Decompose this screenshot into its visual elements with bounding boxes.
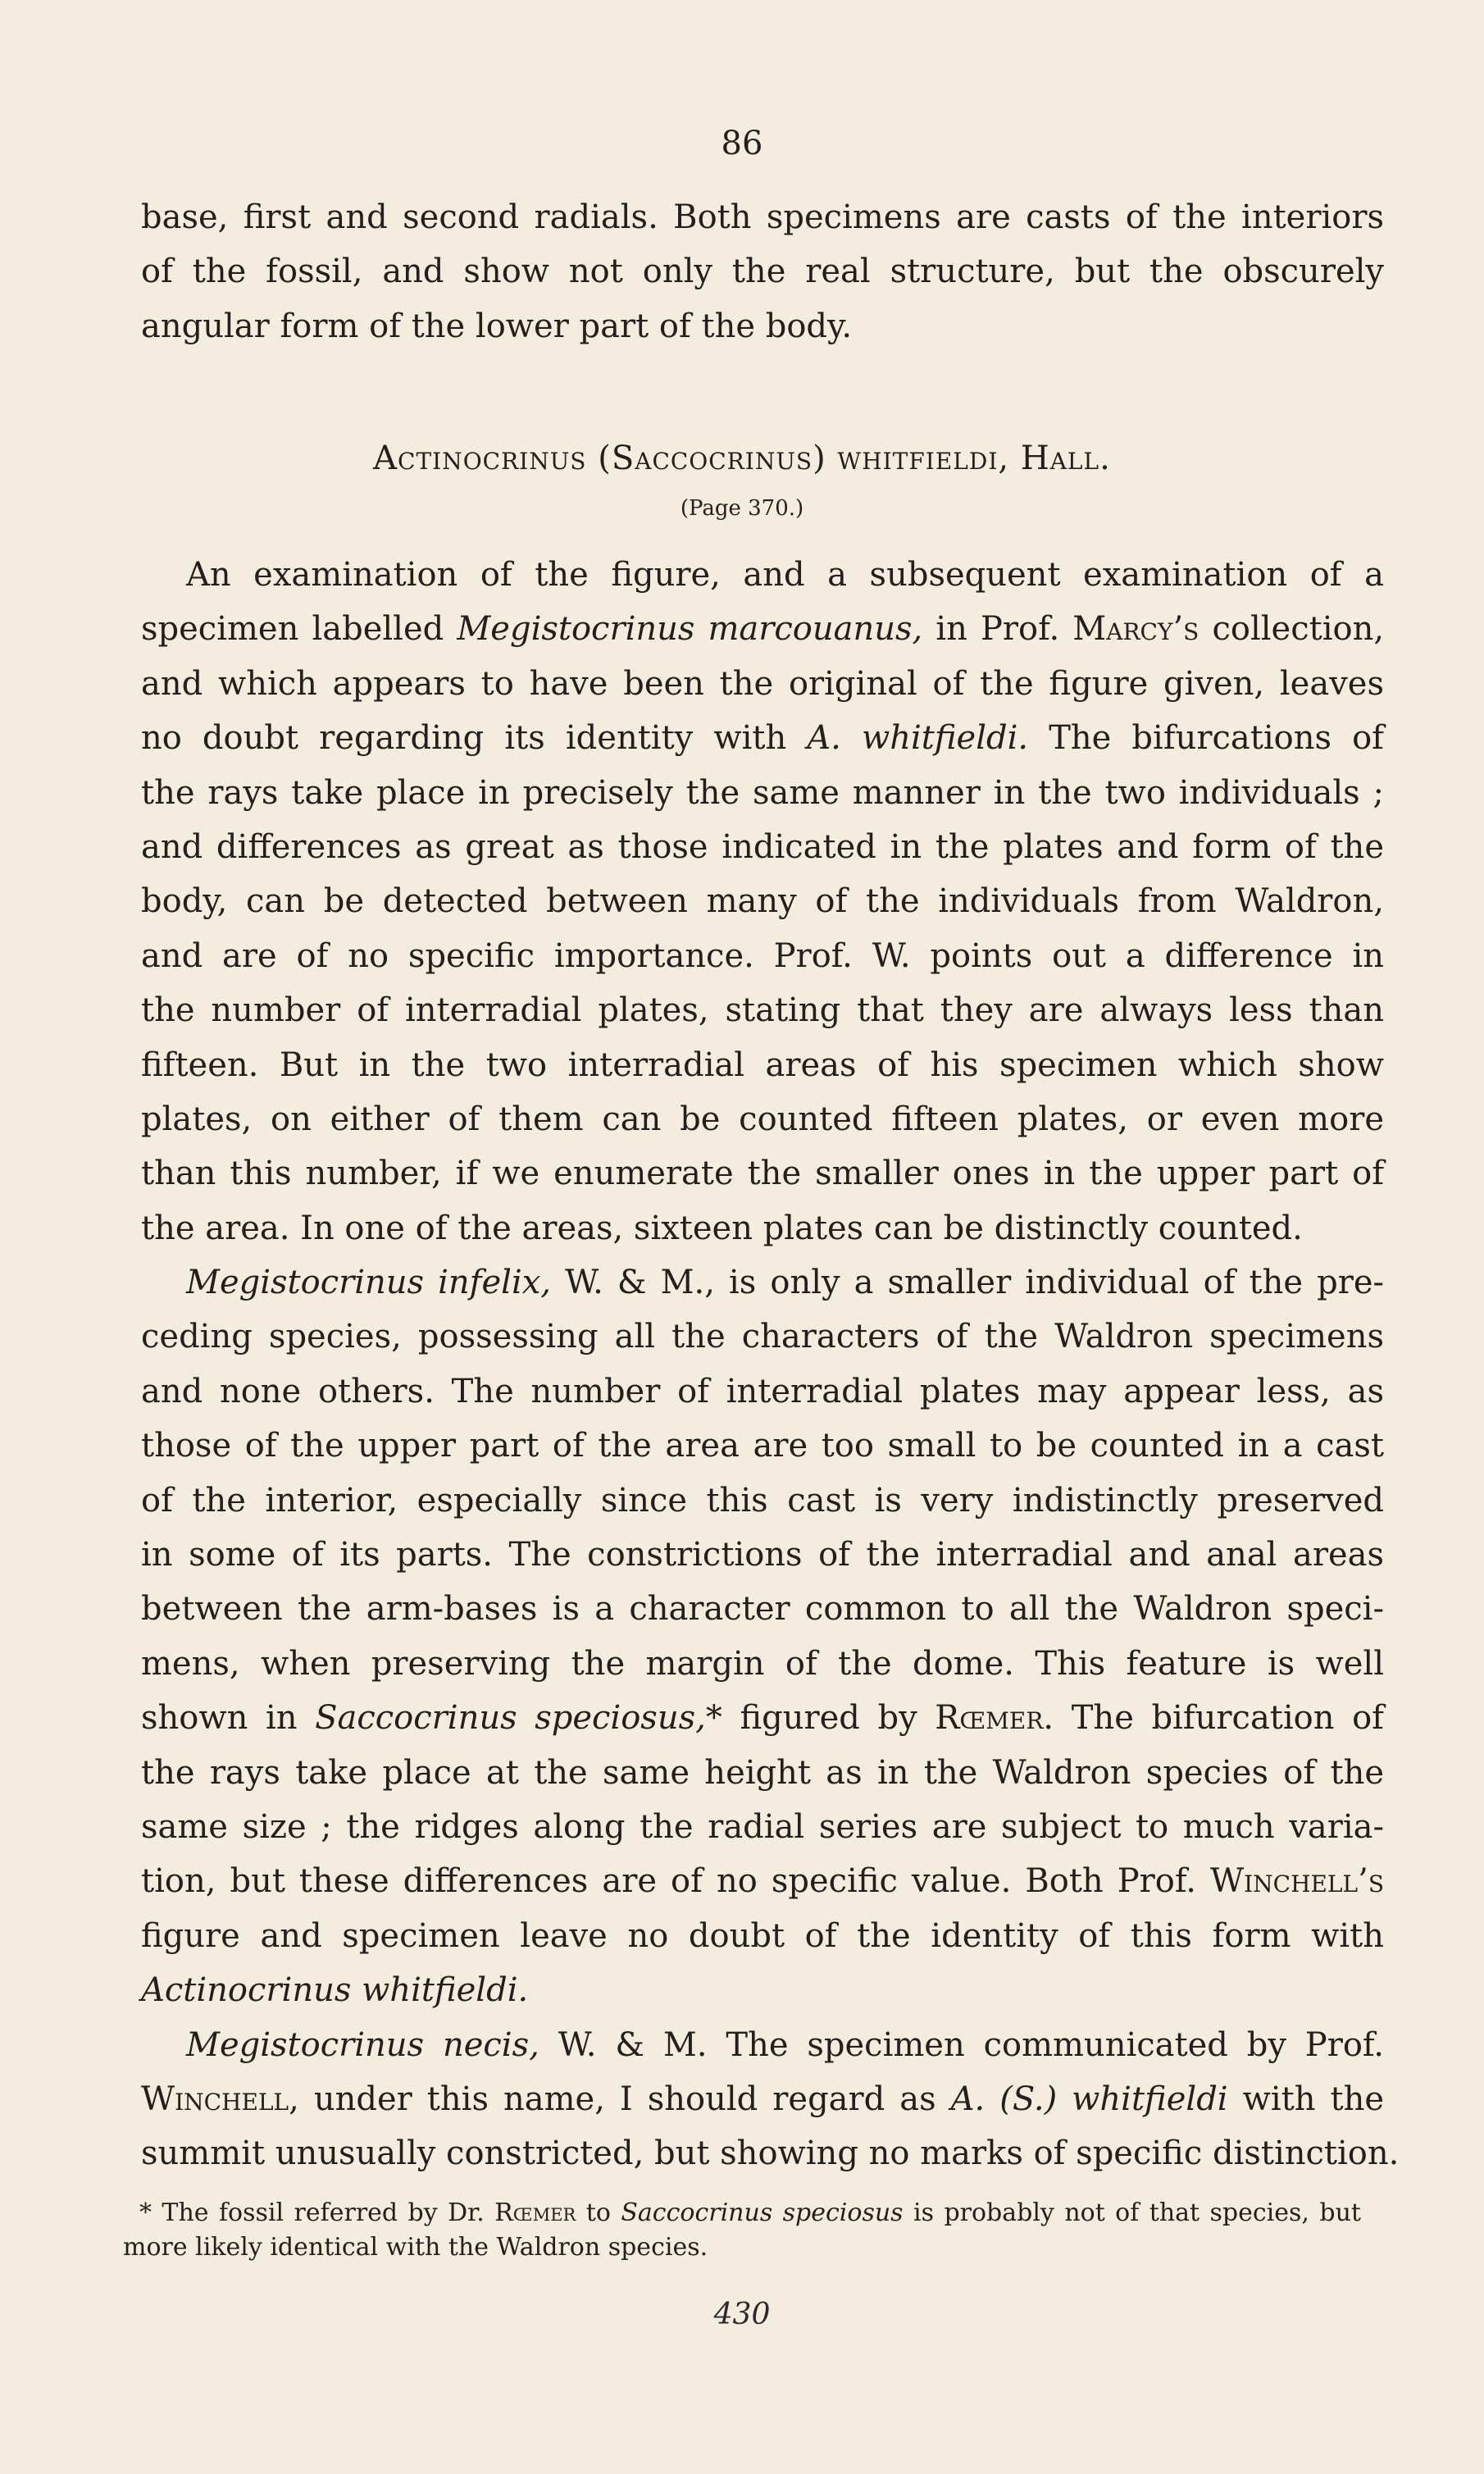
italic-taxon: Megistocrinus marcouanus, (457, 610, 923, 649)
text-line: summit unusually constricted, but showing no marks of specific distinction. (141, 2135, 1400, 2173)
text-span: tion, but these differences are of no specific value. Both Prof. (141, 1862, 1196, 1901)
text-span: * The fossil referred by Dr. (139, 2198, 485, 2227)
text-line: of the fossil, and show not only the real structure, but the obscurely (141, 253, 1384, 291)
text-line: and none others. The number of interradial plates may appear less, as (141, 1372, 1384, 1410)
text-line (141, 2072, 1384, 2126)
text-line: than this number, if we enumerate the smaller ones in the upper part of (141, 1155, 1384, 1193)
text-line: between the arm-bases is a character common to all the Waldron speci- (141, 1590, 1384, 1629)
small-caps-name: Rœmer (494, 2198, 576, 2227)
text-line (141, 1255, 1384, 1310)
text-line: of the interior, especially since this cast is very indistinctly preserved (141, 1481, 1384, 1519)
text-span: W. & M., is only a smaller individual of the pre- (565, 1264, 1385, 1302)
text-span: figured by (740, 1699, 917, 1738)
small-caps-name: Marcy’s (1072, 610, 1199, 649)
text-span: specimen labelled (141, 610, 444, 649)
section-heading (0, 440, 1484, 477)
text-span: The bifurcation of (1071, 1699, 1384, 1738)
text-line: the area. In one of the areas, sixteen plates can be distinctly counted. (141, 1209, 1303, 1247)
footnote-line: more likely identical with the Waldron species. (123, 2233, 708, 2262)
italic-taxon: Megistocrinus necis, (186, 2025, 539, 2064)
text-line (141, 1854, 1384, 1908)
text-line: same size ; the ridges along the radial series are subject to much varia- (141, 1807, 1384, 1846)
heading-genus: Actinocrinus (373, 440, 587, 477)
text-line: plates, on either of them can be counted fifteen plates, or even more (141, 1100, 1384, 1138)
text-line (141, 1963, 1384, 2017)
text-line: angular form of the lower part of the body. (141, 307, 853, 345)
italic-taxon: Actinocrinus whitfieldi. (141, 1971, 529, 2010)
text-span: W. & M. The specimen communicated by Prof. (558, 2025, 1384, 2064)
footnote (123, 2196, 1361, 2265)
page-number: 86 (721, 125, 763, 162)
text-line: An examination of the figure, and a subsequent examination of a (186, 556, 1384, 594)
text-span: is probably not of that species, but (913, 2198, 1361, 2227)
small-caps-name: Winchell’s (1209, 1862, 1385, 1901)
text-line: and are of no specific importance. Prof. W. points out a difference in (141, 936, 1384, 975)
text-span: no doubt regarding its identity with (141, 719, 787, 758)
text-span: with the (1242, 2080, 1384, 2118)
text-span: collection, (1212, 610, 1385, 649)
heading-species: whitfieldi, (837, 440, 1010, 477)
handwritten-page-number: 430 (713, 2298, 771, 2331)
footnote-line (123, 2196, 1361, 2230)
text-line: the number of interradial plates, stating that they are always less than (141, 991, 1384, 1030)
text-line: the rays take place in precisely the same manner in the two individuals ; (141, 773, 1384, 812)
text-line: body, can be detected between many of the individuals from Waldron, (141, 882, 1384, 921)
text-span: under this name, I should regard as (313, 2080, 936, 2118)
text-line: in some of its parts. The constrictions of the interradial and anal areas (141, 1536, 1384, 1574)
page-reference: (Page 370.) (680, 496, 804, 521)
italic-taxon: Megistocrinus infelix, (186, 1264, 552, 1302)
text-line (141, 2018, 1384, 2072)
small-caps-name: Rœmer. (935, 1699, 1054, 1738)
text-span: in Prof. (935, 610, 1060, 649)
small-caps-name: Winchell, (141, 2080, 299, 2118)
intro-paragraph (141, 190, 1384, 353)
italic-taxon: Saccocrinus speciosus (621, 2198, 904, 2227)
italic-taxon: Saccocrinus speciosus,* (315, 1699, 722, 1738)
body-paragraphs (141, 548, 1400, 2181)
text-span: to (585, 2198, 611, 2227)
text-line: and which appears to have been the original of the figure given, leaves (141, 664, 1384, 703)
text-line: and differences as great as those indicated in the plates and form of the (141, 827, 1384, 866)
text-line (141, 602, 1384, 656)
text-span: shown in (141, 1699, 298, 1738)
text-line: the rays take place at the same height as in the Waldron species of the (141, 1753, 1384, 1792)
text-span: The bifurcations of (1049, 719, 1384, 758)
heading-author: Hall. (1020, 440, 1111, 477)
text-line: base, first and second radials. Both specimens are casts of the interiors (141, 198, 1384, 236)
text-line: fifteen. But in the two interradial areas of his specimen which show (141, 1046, 1384, 1084)
text-line (141, 1691, 1384, 1745)
text-line: those of the upper part of the area are too small to be counted in a cast (141, 1427, 1384, 1465)
text-line: ceding species, possessing all the characters of the Waldron specimens (141, 1318, 1384, 1356)
italic-taxon: A. whitfieldi. (807, 719, 1029, 758)
text-line: figure and specimen leave no doubt of the identity of this form with (141, 1916, 1384, 1955)
heading-subgenus: (Saccocrinus) (598, 440, 826, 477)
text-line: mens, when preserving the margin of the dome. This feature is well (141, 1644, 1384, 1683)
text-line (141, 711, 1384, 765)
italic-taxon: A. (S.) whitfieldi (950, 2080, 1228, 2118)
